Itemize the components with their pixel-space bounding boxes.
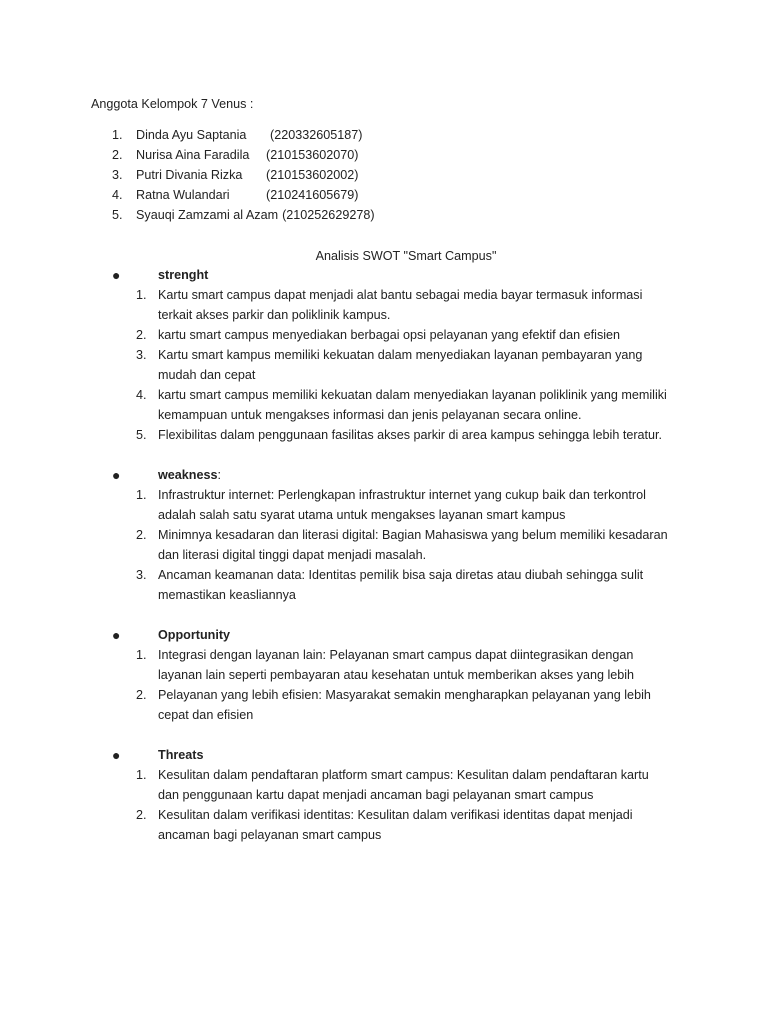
member-name: Nurisa Aina Faradila — [136, 148, 250, 162]
member-nim: (210252629278) — [282, 208, 375, 222]
item-text-line: ancaman bagi pelayanan smart campus — [158, 828, 382, 842]
item-text-line: dan penggunaan kartu dapat menjadi ancaman bagi pelayanan smart campus — [158, 788, 594, 802]
item-text-line: kemampuan untuk mengakses informasi dan jenis pelayanan secara online. — [158, 408, 582, 422]
section-label — [158, 265, 208, 285]
item-number: 2. — [136, 688, 147, 702]
item-number: 1. — [136, 488, 147, 502]
member-nim: (220332605187) — [270, 128, 363, 142]
list-item — [112, 325, 692, 345]
list-item — [112, 345, 692, 385]
list-item — [112, 765, 692, 805]
list-item — [112, 285, 692, 325]
item-text-line: Pelayanan yang lebih efisien: Masyarakat semakin mengharapkan pelayanan yang lebih — [158, 688, 651, 702]
swot-section-weakness — [112, 465, 692, 605]
swot-section-strenght — [112, 265, 692, 445]
member-number: 4. — [112, 188, 123, 202]
swot-sections — [112, 265, 692, 865]
item-text-line: Kesulitan dalam verifikasi identitas: Kesulitan dalam verifikasi identitas dapat menjadi — [158, 808, 633, 822]
list-item — [112, 385, 692, 425]
section-label-suffix: : — [217, 468, 222, 482]
item-text-line: kartu smart campus memiliki kekuatan dalam menyediakan layanan poliklinik yang memiliki — [158, 388, 667, 402]
member-item — [112, 205, 375, 225]
item-text-line: Integrasi dengan layanan lain: Pelayanan smart campus dapat diintegrasikan dengan — [158, 648, 634, 662]
swot-section-opportunity — [112, 625, 692, 725]
section-heading — [112, 465, 692, 485]
member-name: Putri Divania Rizka — [136, 168, 243, 182]
item-text-line: Kartu smart kampus memiliki kekuatan dalam menyediakan layanan pembayaran yang — [158, 348, 643, 362]
section-label — [158, 465, 221, 485]
member-name: Syauqi Zamzami al Azam — [136, 208, 279, 222]
member-item — [112, 165, 375, 185]
item-text-line: terkait akses parkir dan poliklinik kampus. — [158, 308, 391, 322]
item-text-line: mudah dan cepat — [158, 368, 256, 382]
item-number: 2. — [136, 808, 147, 822]
list-item — [112, 805, 692, 845]
section-heading — [112, 625, 692, 645]
analysis-title: Analisis SWOT "Smart Campus" — [315, 249, 497, 263]
member-number: 1. — [112, 128, 123, 142]
section-label-text: weakness — [158, 468, 218, 482]
item-text-line: Flexibilitas dalam penggunaan fasilitas akses parkir di area kampus sehingga lebih teratur. — [158, 428, 663, 442]
item-number: 5. — [136, 428, 147, 442]
member-list — [112, 125, 375, 225]
list-item — [112, 645, 692, 685]
item-text-line: Minimnya kesadaran dan literasi digital: Bagian Mahasiswa yang belum memiliki kesadaran — [158, 528, 668, 542]
list-item — [112, 685, 692, 725]
item-number: 1. — [136, 648, 147, 662]
swot-section-threats — [112, 745, 692, 845]
section-label-text: Opportunity — [158, 628, 231, 642]
item-text-line: layanan lain seperti pembayaran atau kesehatan untuk memberikan akses yang lebih — [158, 668, 635, 682]
bullet-icon: ● — [112, 467, 121, 483]
item-number: 2. — [136, 328, 147, 342]
member-item — [112, 125, 375, 145]
item-text-line: cepat dan efisien — [158, 708, 254, 722]
item-number: 1. — [136, 288, 147, 302]
bullet-icon: ● — [112, 747, 121, 763]
list-item — [112, 525, 692, 565]
item-text-line: Ancaman keamanan data: Identitas pemilik bisa saja diretas atau diubah sehingga sulit — [158, 568, 644, 582]
group-title: Anggota Kelompok 7 Venus : — [91, 97, 254, 111]
item-number: 4. — [136, 388, 147, 402]
list-item — [112, 565, 692, 605]
bullet-icon: ● — [112, 627, 121, 643]
item-number: 3. — [136, 348, 147, 362]
member-item — [112, 145, 375, 165]
item-text-line: Kartu smart campus dapat menjadi alat bantu sebagai media bayar termasuk informasi — [158, 288, 643, 302]
item-text-line: memastikan keasliannya — [158, 588, 296, 602]
list-item — [112, 485, 692, 525]
bullet-icon: ● — [112, 267, 121, 283]
section-label — [158, 625, 230, 645]
item-text-line: Infrastruktur internet: Perlengkapan infrastruktur internet yang cukup baik dan terkontrol — [158, 488, 646, 502]
item-number: 1. — [136, 768, 147, 782]
member-name: Ratna Wulandari — [136, 188, 230, 202]
item-text-line: kartu smart campus menyediakan berbagai opsi pelayanan yang efektif dan efisien — [158, 328, 621, 342]
item-number: 2. — [136, 528, 147, 542]
section-label-text: Threats — [158, 748, 204, 762]
item-text-line: Kesulitan dalam pendaftaran platform smart campus: Kesulitan dalam pendaftaran kartu — [158, 768, 649, 782]
item-text-line: dan literasi digital tinggi dapat menjadi masalah. — [158, 548, 427, 562]
list-item — [112, 425, 692, 445]
member-number: 2. — [112, 148, 123, 162]
member-number: 3. — [112, 168, 123, 182]
member-item — [112, 185, 375, 205]
item-number: 3. — [136, 568, 147, 582]
member-number: 5. — [112, 208, 123, 222]
member-nim: (210241605679) — [266, 188, 359, 202]
section-label — [158, 745, 204, 765]
item-text-line: adalah salah satu syarat utama untuk mengakses layanan smart kampus — [158, 508, 566, 522]
member-name: Dinda Ayu Saptania — [136, 128, 247, 142]
section-label-text: strenght — [158, 268, 209, 282]
section-heading — [112, 265, 692, 285]
member-nim: (210153602070) — [266, 148, 359, 162]
section-heading — [112, 745, 692, 765]
member-nim: (210153602002) — [266, 168, 359, 182]
